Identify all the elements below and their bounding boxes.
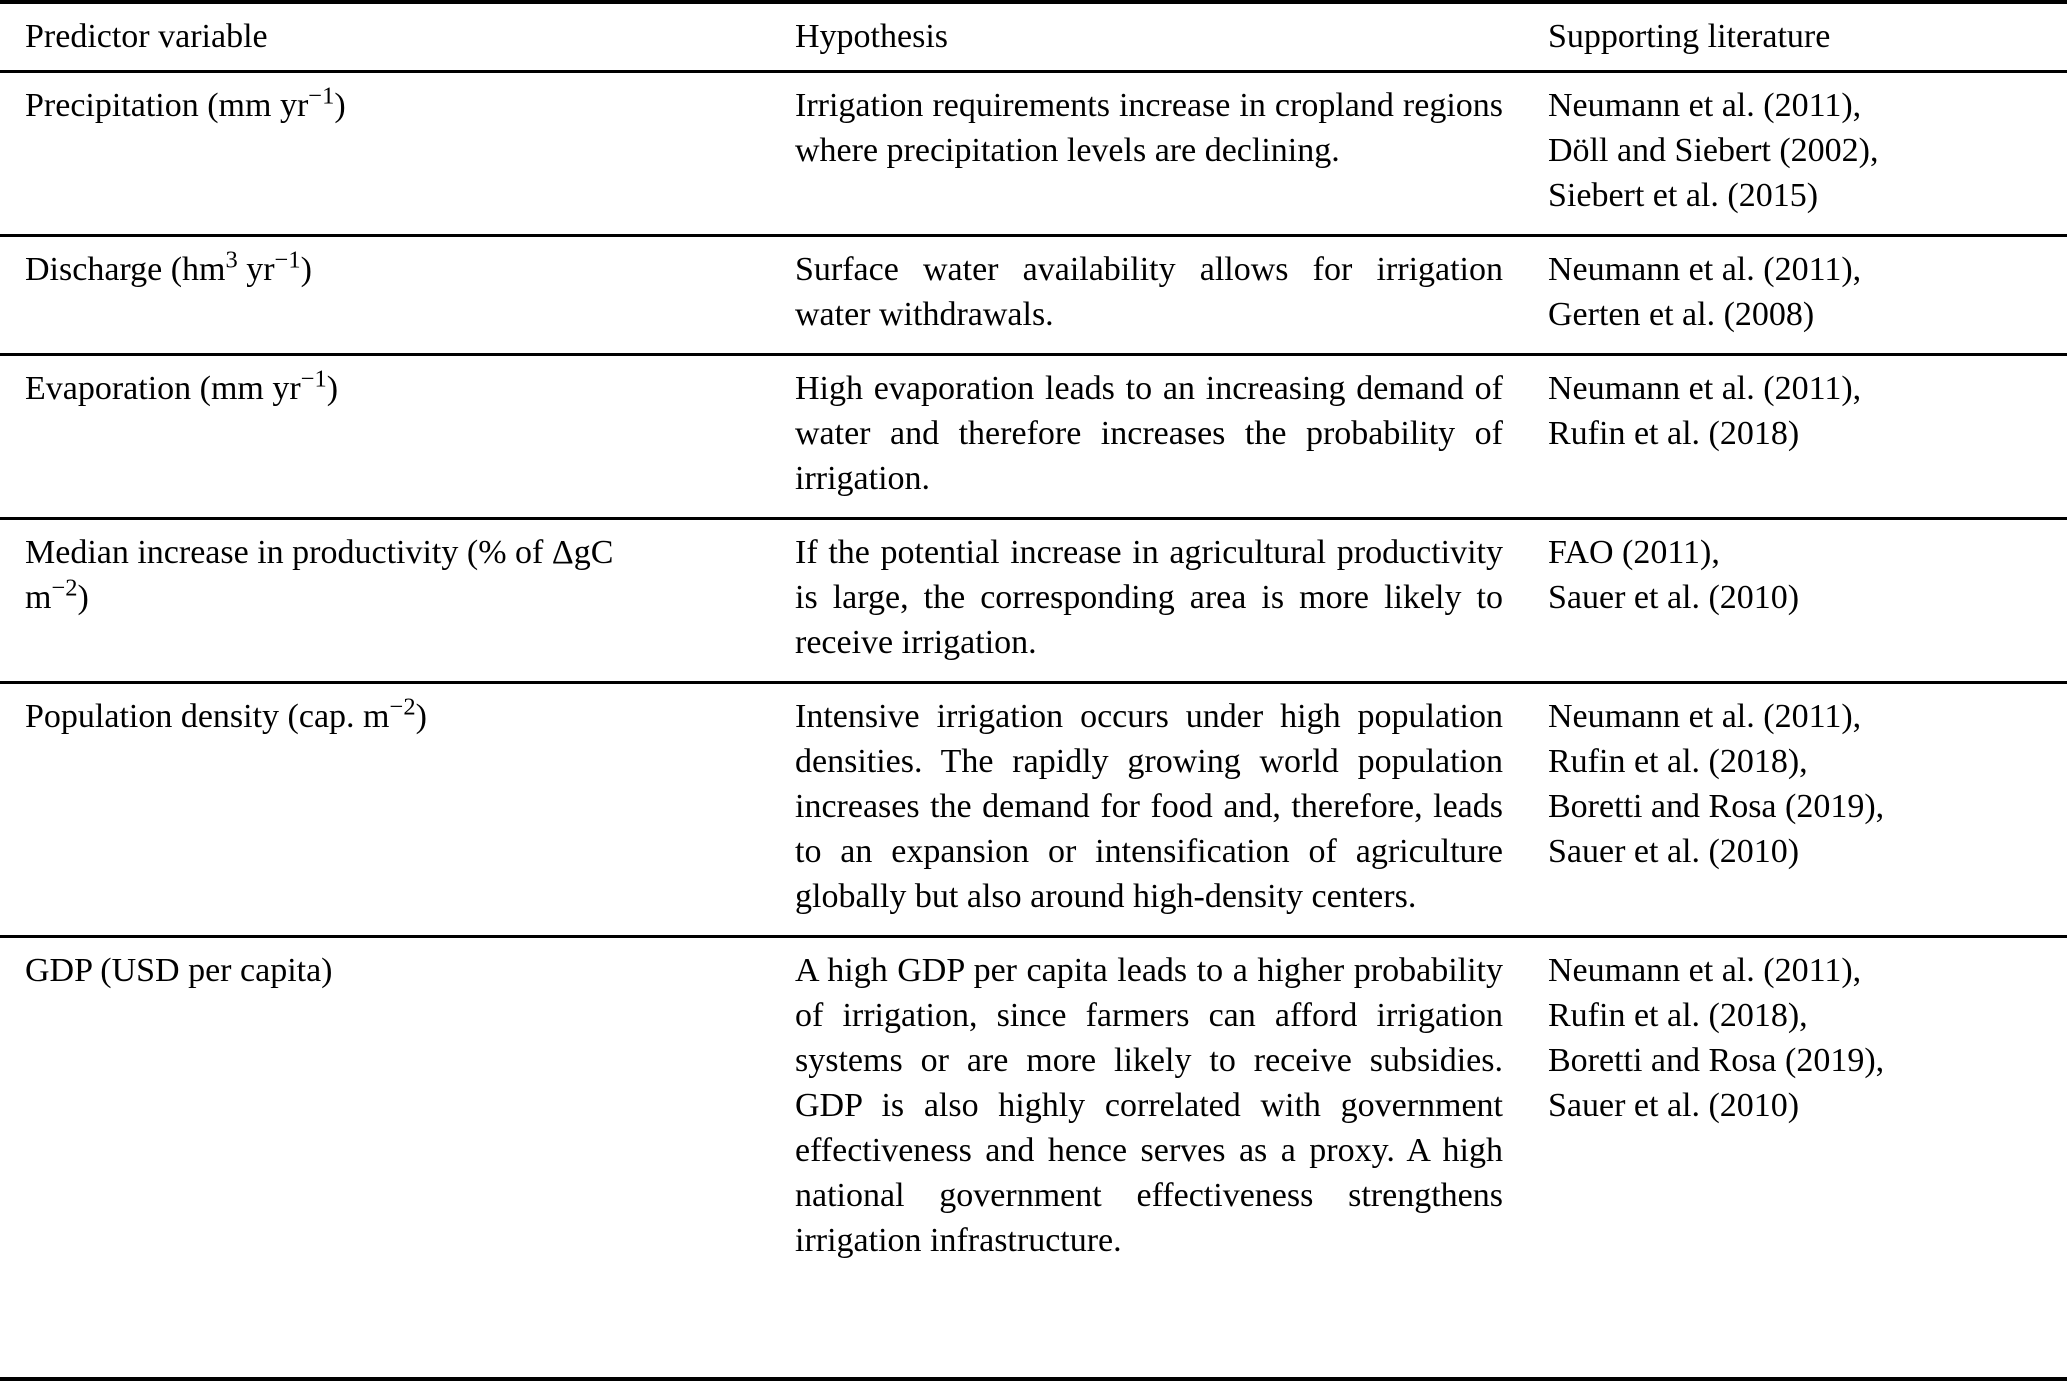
table-row <box>0 938 2067 1377</box>
literature-reference: Siebert et al. (2015) <box>1548 177 1819 214</box>
column-header-predictor-variable: Predictor variable <box>25 18 268 55</box>
predictor-text-segment: yr <box>237 251 275 288</box>
predictor-text-segment: ) <box>300 251 312 288</box>
predictor-variable-label <box>25 365 339 407</box>
literature-reference: Neumann et al. (2011), <box>1548 698 1862 735</box>
literature-reference: Sauer et al. (2010) <box>1548 1087 1800 1124</box>
table-row <box>0 356 2067 520</box>
table-row <box>0 73 2067 237</box>
hypothesis-cell: A high GDP per capita leads to a higher probability of irrigation, since farmers can afford irrigation systems or are more likely to receive subsidies. GDP is also highly correlated with government effectiveness and hence serves as a proxy. A high national government effectiveness strengthens irrigation infrastructure. <box>795 952 1503 1259</box>
predictor-variable-cell <box>25 938 795 1377</box>
hypothesis-cell: High evaporation leads to an increasing demand of water and therefore increases the probability of irrigation. <box>795 370 1503 497</box>
literature-reference: Rufin et al. (2018) <box>1548 415 1800 452</box>
literature-reference: Rufin et al. (2018), <box>1548 743 1808 780</box>
predictor-text-segment: Median increase in productivity (% of ΔgC m <box>25 534 614 616</box>
predictor-variable-cell <box>25 73 795 234</box>
superscript-exponent: −1 <box>308 82 335 110</box>
predictor-variable-label <box>25 246 312 288</box>
supporting-literature-cell <box>1548 356 2067 517</box>
superscript-exponent: 3 <box>225 246 238 274</box>
literature-reference: Boretti and Rosa (2019), <box>1548 1042 1885 1079</box>
predictor-text-segment: ) <box>415 698 427 735</box>
predictor-variable-label <box>25 952 333 989</box>
table-header-row <box>0 4 2067 73</box>
literature-reference: Neumann et al. (2011), <box>1548 370 1862 407</box>
supporting-literature-cell <box>1548 520 2067 681</box>
predictor-text-segment: GDP (USD per capita) <box>25 952 333 989</box>
hypothesis-cell: Intensive irrigation occurs under high population densities. The rapidly growing world population increases the demand for food and, therefore, leads to an expansion or intensification of agriculture globally but also around high-density centers. <box>795 698 1503 915</box>
literature-reference: Neumann et al. (2011), <box>1548 251 1862 288</box>
supporting-literature-cell <box>1548 938 2067 1377</box>
literature-reference: Sauer et al. (2010) <box>1548 579 1800 616</box>
supporting-literature-cell <box>1548 684 2067 935</box>
superscript-exponent: −1 <box>300 365 327 393</box>
predictor-variable-cell <box>25 356 795 517</box>
hypothesis-cell: If the potential increase in agricultural productivity is large, the corresponding area is more likely to receive irrigation. <box>795 534 1503 661</box>
predictor-variable-label <box>25 82 346 124</box>
table-row <box>0 684 2067 938</box>
predictor-variable-cell <box>25 237 795 353</box>
table-row <box>0 237 2067 356</box>
literature-reference: FAO (2011), <box>1548 534 1720 571</box>
column-header-supporting-literature: Supporting literature <box>1548 18 1831 55</box>
supporting-literature-cell <box>1548 73 2067 234</box>
literature-reference: Sauer et al. (2010) <box>1548 833 1800 870</box>
predictor-text-segment: ) <box>77 579 89 616</box>
predictor-variable-cell <box>25 684 795 935</box>
literature-reference: Boretti and Rosa (2019), <box>1548 788 1885 825</box>
literature-reference: Rufin et al. (2018), <box>1548 997 1808 1034</box>
predictor-text-segment: ) <box>326 370 339 407</box>
literature-reference: Gerten et al. (2008) <box>1548 296 1815 333</box>
column-header-hypothesis: Hypothesis <box>795 18 948 55</box>
supporting-literature-cell <box>1548 237 2067 353</box>
predictor-text-segment: Evaporation (mm yr <box>25 370 301 407</box>
predictor-variable-cell <box>25 520 795 681</box>
table-row <box>0 520 2067 684</box>
hypothesis-cell: Irrigation requirements increase in cropland regions where precipitation levels are declining. <box>795 87 1503 169</box>
predictor-text-segment: ) <box>334 87 346 124</box>
predictor-text-segment: Discharge (hm <box>25 251 226 288</box>
literature-reference: Döll and Siebert (2002), <box>1548 132 1879 169</box>
literature-reference: Neumann et al. (2011), <box>1548 952 1862 989</box>
literature-reference: Neumann et al. (2011), <box>1548 87 1862 124</box>
predictor-text-segment: Precipitation (mm yr <box>25 87 309 124</box>
predictor-variable-label <box>25 534 613 616</box>
predictor-text-segment: Population density (cap. m <box>25 698 390 735</box>
superscript-exponent: −2 <box>51 574 78 602</box>
superscript-exponent: −2 <box>389 693 416 721</box>
superscript-exponent: −1 <box>274 246 301 274</box>
predictor-variable-label <box>25 693 427 735</box>
hypothesis-cell: Surface water availability allows for irrigation water withdrawals. <box>795 251 1503 333</box>
